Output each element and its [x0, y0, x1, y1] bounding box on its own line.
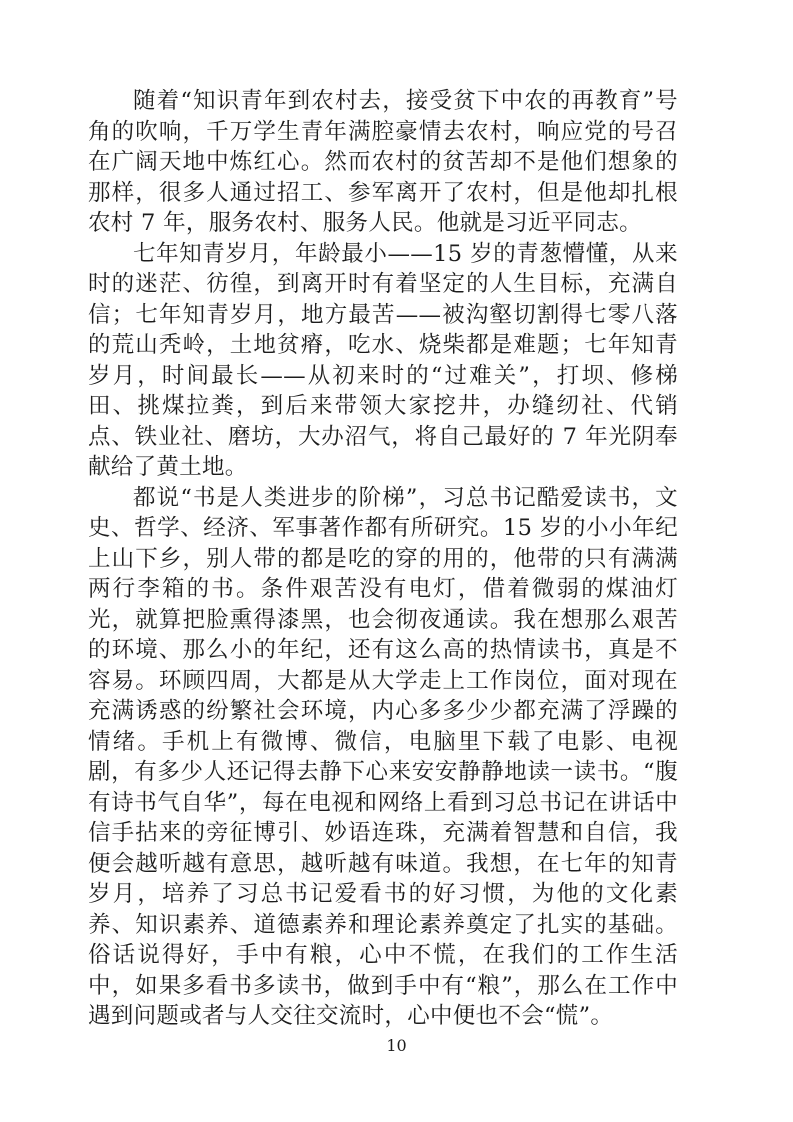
body-paragraph: 随着“知识青年到农村去，接受贫下中农的再教育”号角的吹响，千万学生青年满腔豪情去农村，响应党的号召在广阔天地中炼红心。然而农村的贫苦却不是他们想象的那样，很多人通过招工、参军离开了农村，但是他却扎根农村 7 年，服务农村、服务人民。他就是习近平同志。 [88, 88, 678, 236]
body-text [88, 86, 678, 1032]
body-paragraph: 七年知青岁月，年龄最小——15 岁的青葱懵懂，从来时的迷茫、彷徨，到离开时有着坚定的人生目标，充满自信；七年知青岁月，地方最苦——被沟壑切割得七零八落的荒山秃岭，土地贫瘠，吃水、烧柴都是难题；七年知青岁月，时间最长——从初来时的“过难关”，打坝、修梯田、挑煤拉粪，到后来带领大家挖井，办缝纫社、代销点、铁业社、磨坊，大办沼气，将自己最好的 7 年光阴奉献给了黄土地。 [88, 240, 678, 480]
body-paragraph: 都说“书是人类进步的阶梯”，习总书记酷爱读书，文史、哲学、经济、军事著作都有所研究。15 岁的小小年纪上山下乡，别人带的都是吃的穿的用的，他带的只有满满两行李箱的书。条件艰苦没有电灯，借着微弱的煤油灯光，就算把脸熏得漆黑，也会彻夜通读。我在想那么艰苦的环境、那么小的年纪，还有这么高的热情读书，真是不容易。环顾四周，大都是从大学走上工作岗位，面对现在充满诱惑的纷繁社会环境，内心多多少少都充满了浮躁的情绪。手机上有微博、微信，电脑里下载了电影、电视剧，有多少人还记得去静下心来安安静静地读一读书。“腹有诗书气自华”，每在电视和网络上看到习总书记在讲话中信手拈来的旁征博引、妙语连珠，充满着智慧和自信，我便会越听越有意思，越听越有味道。我想，在七年的知青岁月，培养了习总书记爱看书的好习惯，为他的文化素养、知识素养、道德素养和理论素养奠定了扎实的基础。俗话说得好，手中有粮，心中不慌，在我们的工作生活中，如果多看书多读书，做到手中有“粮”，那么在工作中遇到问题或者与人交往交流时，心中便也不会“慌”。 [88, 484, 678, 1029]
page-number: 10 [386, 1036, 407, 1055]
